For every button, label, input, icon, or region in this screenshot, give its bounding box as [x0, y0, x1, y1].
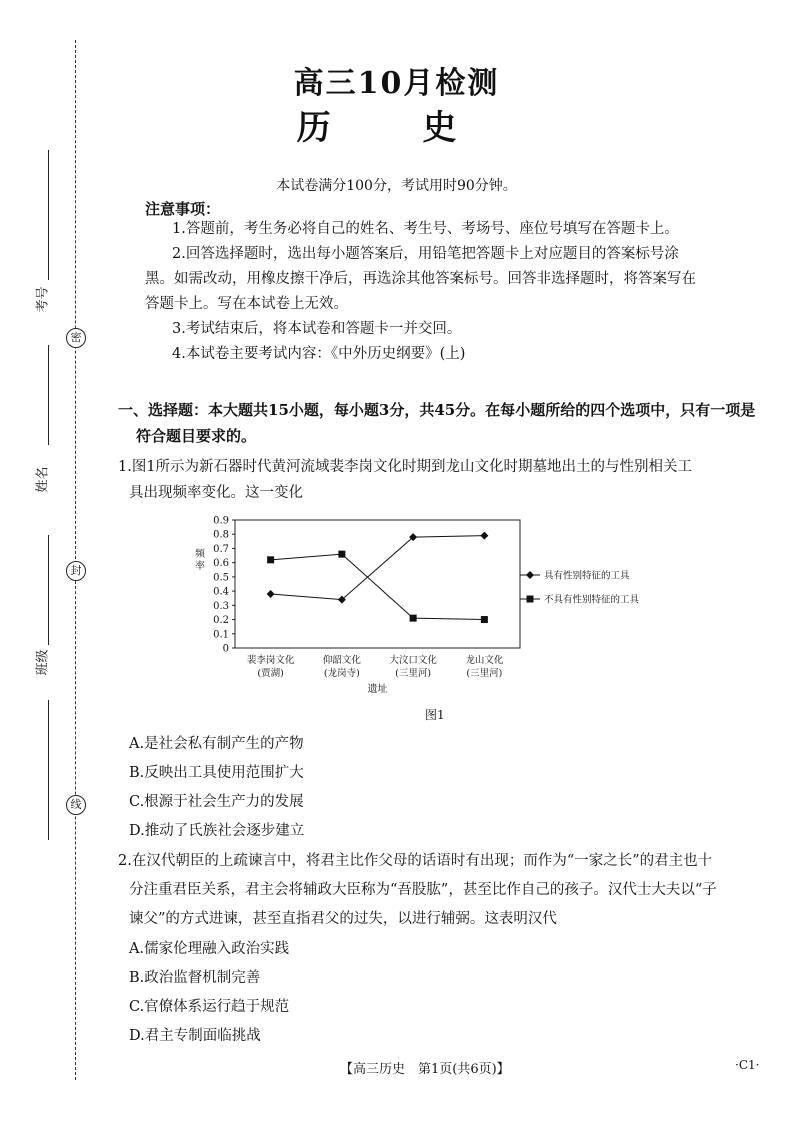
- name-label: 姓名: [35, 466, 51, 493]
- seal-feng: 封: [66, 561, 86, 581]
- data-point-square: [410, 615, 417, 622]
- notice-line: 答题卡上。写在本试卷上无效。: [145, 296, 348, 312]
- y-tick-label: 0.3: [213, 600, 229, 612]
- q1-option-b: B.反映出工具使用范围扩大: [129, 765, 304, 781]
- data-point-square: [338, 551, 345, 558]
- figure-caption: 图1: [425, 708, 445, 722]
- line-chart: [190, 515, 690, 715]
- section-heading: [118, 397, 758, 449]
- name-rule: [48, 345, 49, 445]
- cut-line: [75, 40, 76, 1080]
- q1-stem-line1: 1.图1所示为新石器时代黄河流域裴李岗文化时期到龙山文化时期墓地出土的与性别相关工: [118, 459, 693, 475]
- y-axis-label-char: 率: [195, 561, 205, 572]
- series-line: [271, 554, 485, 619]
- x-axis-label: 遗址: [367, 684, 388, 695]
- q2-option-d: D.君主专制面临挑战: [129, 1028, 261, 1044]
- notice-line: 4.本试卷主要考试内容：《中外历史纲要》(上): [172, 346, 466, 362]
- legend-label: 不具有性别特征的工具: [544, 594, 640, 606]
- q2-stem-line3: 谏父”的方式进谏，甚至直指君父的过失，以进行辅弼。这表明汉代: [129, 911, 557, 927]
- exam-no-label: 考号: [35, 286, 51, 313]
- notice-line: 1.答题前，考生务必将自己的姓名、考生号、考场号、座位号填写在答题卡上。: [172, 221, 679, 237]
- notice-line: 3.考试结束后，将本试卷和答题卡一并交回。: [172, 321, 462, 337]
- data-point-square: [267, 556, 274, 563]
- class-rule: [48, 535, 49, 645]
- legend-marker-square: [527, 596, 534, 603]
- q2-option-b: B.政治监督机制完善: [129, 970, 261, 986]
- notice-heading: 注意事项：: [145, 200, 221, 218]
- extra-rule: [48, 700, 49, 840]
- q2-option-c: C.官僚体系运行趋于规范: [129, 999, 290, 1015]
- y-tick-label: 0.6: [213, 558, 229, 570]
- legend-label: 具有性别特征的工具: [544, 570, 630, 582]
- section-line-1: 一、选择题：本大题共15小题，每小题3分，共45分。在每小题所给的四个选项中，只有一项是: [118, 401, 756, 419]
- x-tick-label: 龙山文化: [465, 655, 504, 666]
- plot-frame: [235, 520, 520, 648]
- q1-option-c: C.根源于社会生产力的发展: [129, 794, 304, 810]
- exam-title: 高三10月检测: [293, 66, 500, 101]
- binding-margin: [0, 0, 100, 1121]
- y-tick-label: 0.5: [213, 572, 229, 584]
- data-point-square: [481, 616, 488, 623]
- exam-no-rule: [48, 150, 49, 280]
- y-axis-label-char: 频: [195, 549, 205, 560]
- y-tick-label: 0: [222, 643, 229, 655]
- y-tick-label: 0.2: [213, 615, 229, 627]
- seal-xian: 线: [66, 795, 86, 815]
- x-tick-label: 裴李岗文化: [246, 655, 295, 666]
- x-tick-sublabel: (三里河): [466, 668, 503, 679]
- data-point-diamond: [267, 590, 275, 598]
- q2-option-a: A.儒家伦理融入政治实践: [129, 941, 290, 957]
- y-tick-label: 0.8: [213, 529, 229, 541]
- y-tick-label: 0.1: [213, 629, 229, 641]
- class-label: 班级: [35, 649, 51, 676]
- section-line-2: 符合题目要求的。: [136, 427, 257, 445]
- y-tick-label: 0.9: [213, 515, 229, 527]
- q2-stem-line2: 分注重君臣关系，君主会将辅政大臣称为“吾股肱”，甚至比作自己的孩子。汉代士大夫以“子: [129, 882, 717, 898]
- paper-code: ·C1·: [735, 1058, 760, 1072]
- q1-stem-line2: 具出现频率变化。这一变化: [129, 485, 303, 501]
- x-tick-sublabel: (贾湖): [257, 668, 284, 679]
- notice-line: 2.回答选择题时，选出每小题答案后，用铅笔把答题卡上对应题目的答案标号涂: [172, 246, 679, 262]
- series-line: [271, 536, 485, 600]
- x-tick-label: 仰韶文化: [322, 655, 361, 666]
- q1-option-d: D.推动了氏族社会逐步建立: [129, 823, 305, 839]
- q2-stem-line1: 2.在汉代朝臣的上疏谏言中，将君主比作父母的话语时有出现；而作为“一家之长”的君主也十: [118, 853, 713, 869]
- notice-line: 黑。如需改动，用橡皮擦干净后，再选涂其他答案标号。回答非选择题时，将答案写在: [145, 271, 696, 287]
- q1-option-a: A.是社会私有制产生的产物: [129, 736, 304, 752]
- legend-marker-diamond: [526, 571, 534, 579]
- data-point-diamond: [480, 532, 488, 540]
- y-tick-label: 0.7: [213, 543, 229, 555]
- y-tick-label: 0.4: [213, 586, 229, 598]
- seal-mi: 密: [66, 328, 86, 348]
- x-tick-sublabel: (龙岗寺): [323, 668, 360, 679]
- x-tick-label: 大汶口文化: [389, 655, 437, 666]
- page-footer: 【高三历史 第1页(共6页)】: [340, 1062, 510, 1077]
- subject-title: 历 史: [296, 108, 497, 148]
- x-tick-sublabel: (三里河): [395, 668, 432, 679]
- exam-info: 本试卷满分100分，考试用时90分钟。: [276, 178, 517, 194]
- chart-container: [190, 515, 690, 730]
